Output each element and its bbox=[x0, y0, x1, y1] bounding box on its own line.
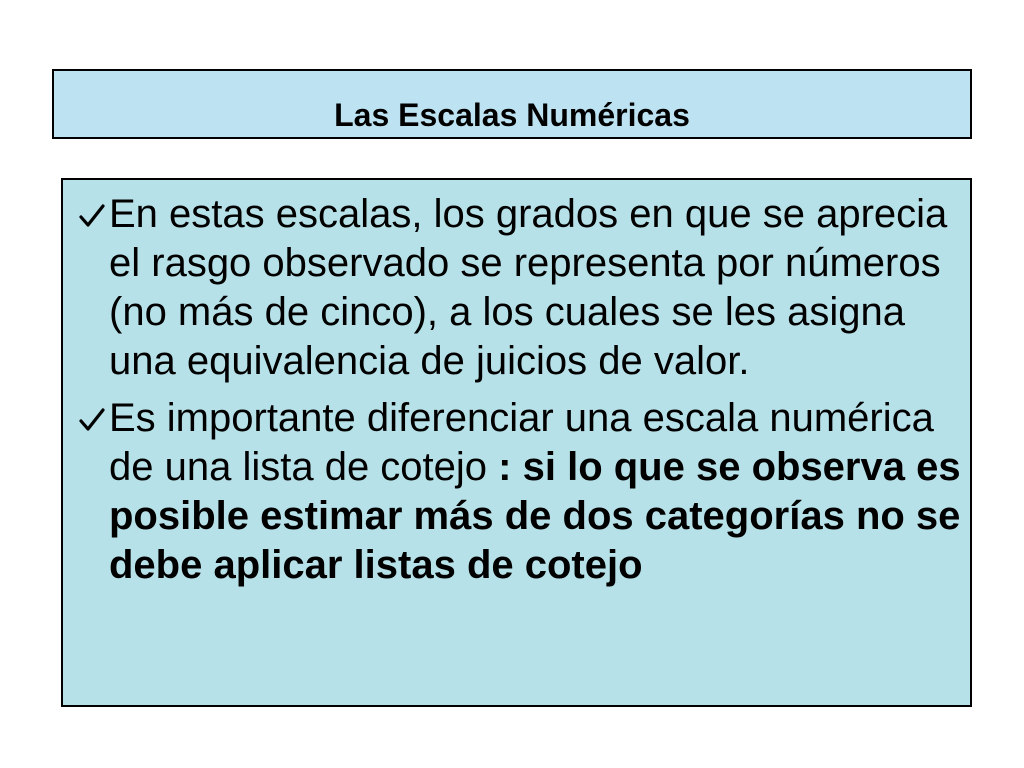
bullet-item-2 bbox=[75, 394, 962, 590]
slide-title: Las Escalas Numéricas bbox=[334, 97, 690, 133]
bullet-item-1 bbox=[75, 190, 962, 386]
bullet-text-2-regular: Es importante diferenciar una escala numérica de una lista de cotejo bbox=[109, 396, 934, 489]
bullet-text-1: En estas escalas, los grados en que se aprecia el rasgo observado se representa por números (no más de cinco), a los cuales se les asigna una equivalencia de juicios de valor. bbox=[109, 192, 948, 383]
content-box bbox=[61, 178, 972, 707]
title-box bbox=[52, 69, 972, 139]
bullet-text-2 bbox=[109, 394, 962, 590]
bullet-text-2-bold: : si lo que se observa es posible estimar más de dos categorías no se debe aplicar listas de cotejo bbox=[109, 445, 961, 587]
check-icon bbox=[75, 198, 109, 234]
check-icon bbox=[75, 402, 109, 438]
